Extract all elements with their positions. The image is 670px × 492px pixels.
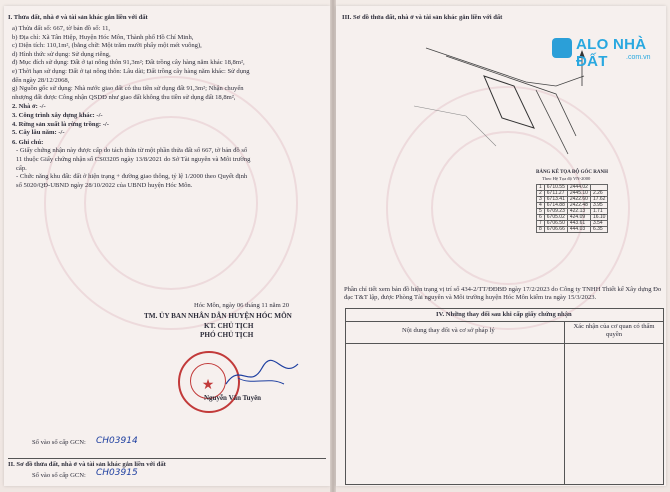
- detail-line: d) Hình thức sử dụng: Sử dụng riêng,: [12, 50, 111, 58]
- signer-name: Nguyễn Văn Tuyên: [204, 394, 262, 402]
- column-divider: [564, 321, 565, 484]
- table-cell: 8: [537, 227, 545, 233]
- detail-line: 6. Ghi chú:: [12, 138, 44, 146]
- section4-title: IV. Những thay đổi sau khi cấp giấy chứng nhận: [436, 311, 572, 318]
- table-cell: 6710.55: [544, 185, 567, 191]
- column-change: Nội dung thay đổi và cơ sở pháp lý: [402, 327, 495, 334]
- registration-label: Số vào sổ cấp GCN:: [32, 439, 86, 446]
- table-cell: 3.95: [590, 203, 608, 209]
- map-note: Phần chỉ tiết xem bản đồ hiện trạng vị trí số 434-2/TT/ĐĐBĐ ngày 17/2/2023 do Công ty TNHH Thiết kế Xây dựng Đo đạc T&T lập, được Phòng Tài nguyên và Môi trường huyện Hóc Môn kiểm tra ngày 15/3/2023.: [344, 286, 662, 302]
- table-cell: 422.13: [567, 209, 590, 215]
- detail-line: b) Địa chỉ: Xã Tân Hiệp, Huyện Hóc Môn, Thành phố Hồ Chí Minh,: [12, 33, 194, 41]
- detail-line: g) Nguồn gốc sử dụng: Nhà nước giao đất có thu tiền sử dụng đất 91,3m²; Nhận chuyển: [12, 85, 244, 93]
- section2-title: II. Sơ đồ thửa đất, nhà ở và tài sản khác gắn liền với đất: [8, 461, 166, 468]
- watermark-logo: [552, 32, 662, 68]
- detail-line: 2. Nhà ở: -/-: [12, 103, 46, 111]
- table-cell: 1.71: [590, 209, 608, 215]
- watermark-domain: .com.vn: [626, 54, 651, 61]
- registration-number-2: CH03915: [96, 468, 138, 478]
- section1-title: I. Thửa đất, nhà ở và tài sản khác gắn liền với đất: [8, 14, 148, 21]
- detail-line: cấp.: [16, 164, 27, 172]
- watermark-name: ALO NHÀ ĐẤT: [576, 36, 647, 70]
- table-cell: 1: [537, 185, 545, 191]
- detail-line: 11 thuộc Giấy chứng nhận số CS03205 ngày 13/8/2021 do Sở Tài nguyên và Môi trường: [16, 156, 251, 163]
- table-cell: 2422.48: [567, 203, 590, 209]
- coordinate-table: [536, 184, 608, 233]
- detail-line: số 5020/QĐ-UBND ngày 28/10/2022 của UBND huyện Hóc Môn.: [16, 181, 193, 189]
- detail-line: a) Thửa đất số: 667, tờ bản đồ số: 11,: [12, 25, 111, 32]
- table-cell: 6709.23: [544, 209, 567, 215]
- detail-line: 4. Rừng sản xuất là rừng trồng: -/-: [12, 120, 109, 128]
- coord-table-subtitle: Theo Hệ Tọa độ VN-2000: [542, 176, 591, 181]
- detail-line: e) Thời hạn sử dụng: Đất ở tại nông thôn: Lâu dài; Đất trồng cây hàng năm khác: Sử dụng: [12, 68, 250, 75]
- table-cell: 2444.02: [567, 185, 590, 191]
- house-icon: [552, 38, 572, 58]
- table-cell: 16.10: [590, 215, 608, 221]
- table-cell: 443.61: [567, 221, 590, 227]
- coord-table-title: BẢNG KÊ TỌA ĐỘ GÓC RANH: [536, 170, 608, 175]
- detail-line: 5. Cây lâu năm: -/-: [12, 129, 65, 137]
- table-cell: 424.09: [567, 215, 590, 221]
- table-cell: 7: [537, 221, 545, 227]
- detail-line: - Chức năng khu đất: đất ở hiện trạng + đường giao thông, tỷ lệ 1/2000 theo Quyết định: [16, 173, 248, 181]
- divider: [8, 458, 326, 459]
- detail-line: - Giấy chứng nhận này được cấp do tách thửa từ một phần thửa đất số 667, tờ bản đồ số: [16, 147, 248, 155]
- table-cell: 2445.10: [567, 191, 590, 197]
- signature: [222, 356, 302, 392]
- table-cell: 6713.41: [544, 197, 567, 203]
- table-cell: 6706.66: [544, 227, 567, 233]
- table-cell: 6711.27: [544, 191, 567, 197]
- table-cell: 2.26: [590, 191, 608, 197]
- table-cell: 4: [537, 203, 545, 209]
- table-cell: 2: [537, 191, 545, 197]
- table-cell: 17.62: [590, 197, 608, 203]
- table-cell: 2422.60: [567, 197, 590, 203]
- table-cell: 6714.88: [544, 203, 567, 209]
- registration-label-2: Số vào sổ cấp GCN:: [32, 472, 86, 479]
- detail-line: 3. Công trình xây dựng khác: -/-: [12, 112, 103, 119]
- changes-table: [345, 308, 664, 485]
- date-line: Hóc Môn, ngày 06 tháng 11 năm 20: [194, 302, 289, 309]
- table-cell: 5: [537, 209, 545, 215]
- table-cell: 6706.50: [544, 221, 567, 227]
- changes-columns: [346, 321, 663, 344]
- column-confirm: Xác nhận của cơ quan có thẩm quyền: [573, 323, 655, 339]
- table-cell: 3: [537, 197, 545, 203]
- detail-line: c) Diện tích: 110,1m², (bằng chữ: Một trăm mười phẩy một mét vuông),: [12, 42, 202, 50]
- kt-title: KT. CHỦ TỊCH: [204, 322, 254, 330]
- vice-title: PHÓ CHỦ TỊCH: [200, 331, 254, 339]
- authority-name: TM. ỦY BAN NHÂN DÂN HUYỆN HÓC MÔN: [144, 312, 292, 320]
- left-page: [4, 6, 330, 486]
- table-row: [537, 227, 608, 233]
- detail-line: nhượng đất được Công nhận QSDĐ như giao đất không thu tiền sử dụng đất 18,8m²,: [12, 93, 236, 101]
- official-stamp: ★: [178, 351, 240, 413]
- table-cell: 6705.02: [544, 215, 567, 221]
- section3-title: III. Sơ đồ thửa đất, nhà ở và tài sản khác gắn liền với đất: [342, 14, 503, 21]
- detail-line: đến ngày 28/12/2068,: [12, 76, 70, 84]
- detail-line: đ) Mục đích sử dụng: Đất ở tại nông thôn 91,3m²; Đất trồng cây hàng năm khác 18,8m²,: [12, 59, 245, 67]
- registration-number: CH03914: [96, 436, 138, 446]
- table-cell: 444.03: [567, 227, 590, 233]
- background-seal-inner: [84, 116, 258, 290]
- table-cell: 6.35: [590, 227, 608, 233]
- table-cell: 6: [537, 215, 545, 221]
- table-cell: 3.54: [590, 221, 608, 227]
